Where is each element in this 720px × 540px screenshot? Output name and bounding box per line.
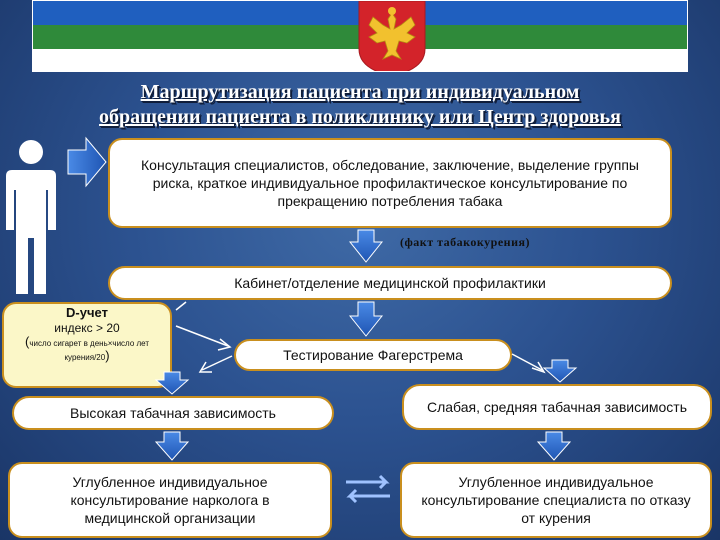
- title-line-2: обращении пациента в поликлинику или Центр здоровья: [99, 106, 621, 128]
- arrow-person-to-consult: [68, 138, 106, 186]
- high-dependence-box: [12, 396, 334, 430]
- d-registry-title: D-учет: [66, 305, 108, 320]
- prevention-cabinet-text: Кабинет/отделение медицинской профилактики: [234, 275, 546, 291]
- page-title: [0, 80, 720, 130]
- arrow-weak-to-specialist: [538, 432, 570, 460]
- narcologist-counseling-box: [8, 462, 332, 538]
- d-registry-index: индекс > 20: [54, 321, 120, 335]
- specialist-counseling-box: [400, 462, 712, 538]
- prevention-cabinet-box: [108, 266, 672, 300]
- title-line-1: Маршрутизация пациента при индивидуальном: [140, 81, 580, 103]
- consultation-text: Консультация специалистов, обследование, заключение, выделение группы риска, краткое индивидуальное профилактическое консультирование по прекращению потребления табака: [141, 157, 639, 209]
- komi-emblem-icon: [355, 0, 429, 72]
- fagerstrom-test-box: [234, 339, 512, 371]
- arrow-high-to-narco: [156, 432, 188, 460]
- double-arrow-icon: [346, 476, 390, 502]
- arrow-consult-to-cabinet: [350, 230, 382, 262]
- moderate-dependence-box: [402, 384, 712, 430]
- person-icon: [4, 138, 58, 298]
- arrow-test-to-weak: [544, 360, 576, 382]
- narcologist-counseling-text: Углубленное индивидуальное консультирование нарколога в медицинской организации: [70, 474, 270, 526]
- moderate-dependence-text: Слабая, средняя табачная зависимость: [426, 399, 688, 415]
- high-dependence-text: Высокая табачная зависимость: [70, 405, 276, 421]
- consultation-box: [108, 138, 672, 228]
- fagerstrom-test-text: Тестирование Фагерстрема: [283, 347, 463, 363]
- specialist-counseling-text: Углубленное индивидуальное консультирование специалиста по отказу от курения: [421, 474, 691, 526]
- d-registry-formula-text: число сигарет в день×число лет курения/20: [29, 339, 150, 362]
- arrow-cabinet-to-test: [350, 302, 382, 336]
- d-registry-formula: (число сигарет в день×число лет курения/20): [24, 334, 150, 363]
- komi-flag: [32, 0, 688, 72]
- d-registry-box: [2, 302, 172, 388]
- smoking-fact-note: (факт табакокурения): [400, 235, 530, 249]
